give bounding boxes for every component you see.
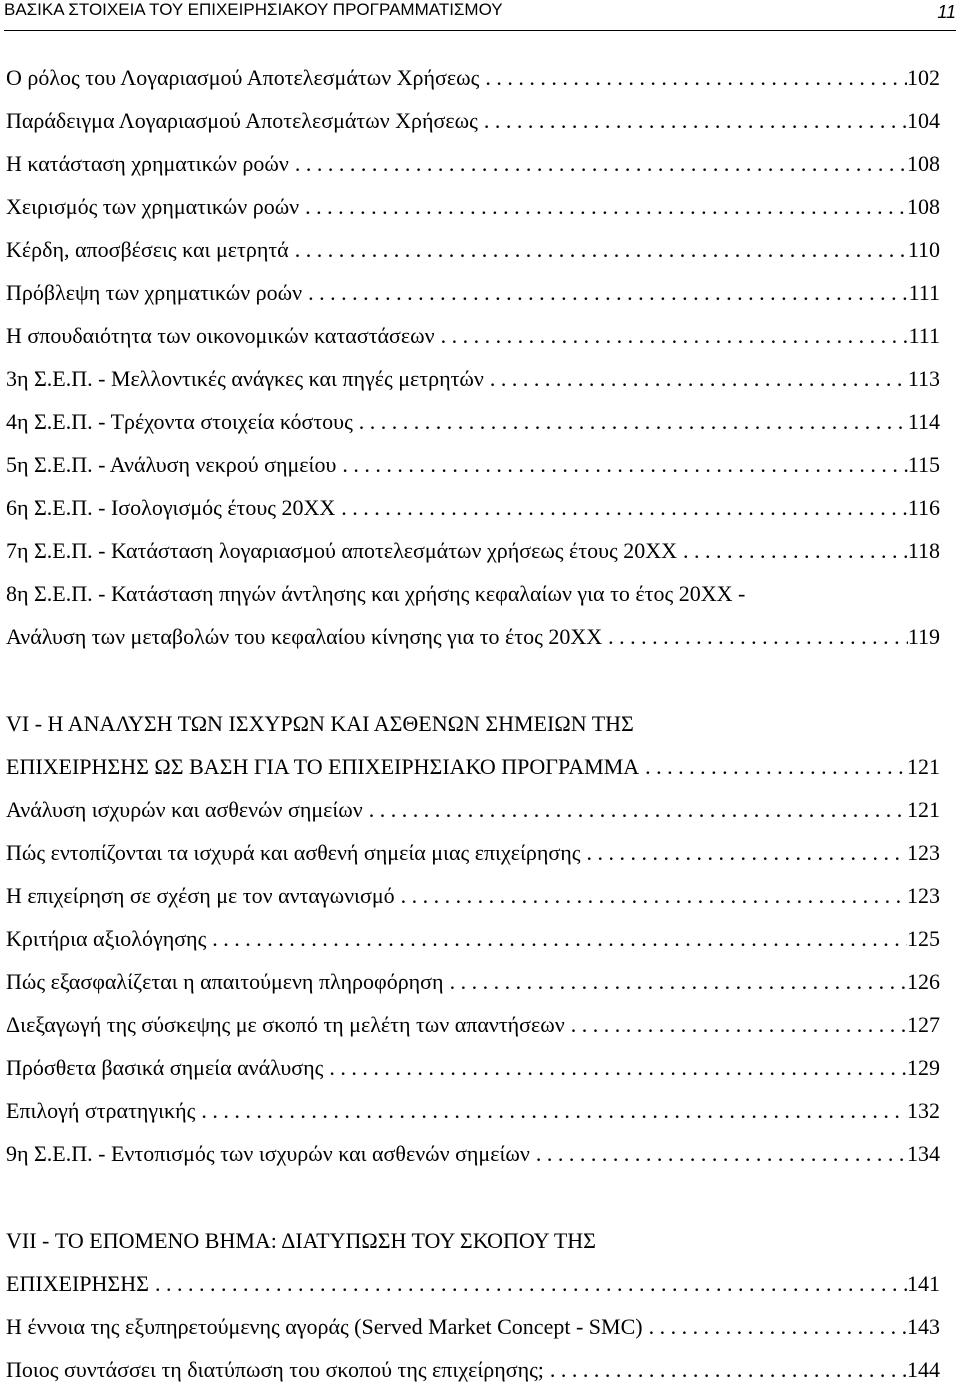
toc-entry[interactable] — [6, 1348, 940, 1391]
toc-entry[interactable] — [6, 486, 940, 529]
dot-leader — [478, 99, 907, 142]
toc-entry-page: 111 — [908, 280, 940, 305]
toc-entry-page: 127 — [907, 1012, 940, 1037]
dot-leader — [639, 745, 907, 788]
toc-entry-page: 115 — [907, 452, 940, 477]
toc-entry-title: Η επιχείρηση σε σχέση με τον ανταγωνισμό — [6, 883, 395, 908]
dot-leader — [302, 271, 909, 314]
toc-entry[interactable] — [6, 788, 940, 831]
toc-entry-page: 102 — [907, 65, 940, 90]
toc-entry-page: 132 — [907, 1098, 940, 1123]
toc-entry-page: 114 — [907, 409, 940, 434]
dot-leader — [435, 314, 909, 357]
dot-leader — [299, 185, 907, 228]
toc-entry[interactable] — [6, 917, 940, 960]
toc-entry-page: 141 — [907, 1271, 940, 1296]
dot-leader — [335, 486, 908, 529]
toc-entry-title: 3η Σ.Ε.Π. - Μελλοντικές ανάγκες και πηγές μετρητών — [6, 366, 484, 391]
toc-entry-page: 111 — [908, 323, 940, 348]
dot-leader — [602, 615, 908, 658]
toc-entry-title: Χειρισμός των χρηματικών ροών — [6, 194, 300, 219]
dot-leader — [149, 1262, 907, 1305]
toc-entry-title: 6η Σ.Ε.Π. - Ισολογισμός έτους 20ΧΧ — [6, 495, 336, 520]
toc-entry-page: 110 — [907, 237, 940, 262]
dot-leader — [206, 917, 907, 960]
toc-entry-page: 134 — [907, 1141, 940, 1166]
dot-leader — [530, 1132, 907, 1175]
toc-entry-page: 143 — [907, 1314, 940, 1339]
toc-entry-title: Πώς εντοπίζονται τα ισχυρά και ασθενή σημεία μιας επιχείρησης — [6, 840, 581, 865]
toc-entry-title: Διεξαγωγή της σύσκεψης με σκοπό τη μελέτη των απαντήσεων — [6, 1012, 565, 1037]
toc-entry-page: 108 — [907, 151, 940, 176]
toc-entry[interactable] — [6, 1132, 940, 1175]
toc-entry-page: 113 — [907, 366, 940, 391]
toc-entry-page: 125 — [907, 926, 940, 951]
dot-leader — [353, 400, 908, 443]
toc-entry[interactable] — [6, 874, 940, 917]
toc-entry-title: Κριτήρια αξιολόγησης — [6, 926, 207, 951]
dot-leader — [289, 142, 907, 185]
dot-leader — [444, 960, 907, 1003]
section-spacer — [6, 658, 940, 702]
toc-entry-title: Η σπουδαιότητα των οικονομικών καταστάσεων — [6, 323, 435, 348]
toc-entry-title: Πώς εξασφαλίζεται η απαιτούμενη πληροφόρηση — [6, 969, 444, 994]
toc-entry[interactable] — [6, 831, 940, 874]
toc-entry-title: Η κατάσταση χρηματικών ροών — [6, 151, 289, 176]
toc-entry-title: Ανάλυση ισχυρών και ασθενών σημείων — [6, 797, 363, 822]
toc-entry-title: 7η Σ.Ε.Π. - Κατάσταση λογαριασμού αποτελεσμάτων χρήσεως έτους 20ΧΧ — [6, 538, 677, 563]
toc-entry-page: 144 — [907, 1357, 940, 1382]
dot-leader — [479, 56, 907, 99]
toc-entry[interactable] — [6, 1305, 940, 1348]
toc-entry[interactable] — [6, 1262, 940, 1305]
toc-entry-title: Η έννοια της εξυπηρετούμενης αγοράς (Served Market Concept - SMC) — [6, 1314, 643, 1339]
table-of-contents — [6, 56, 940, 1391]
toc-entry-title: Κέρδη, αποσβέσεις και μετρητά — [6, 237, 289, 262]
dot-leader — [677, 529, 908, 572]
toc-entry[interactable] — [6, 615, 940, 658]
toc-entry[interactable] — [6, 1003, 940, 1046]
toc-entry[interactable] — [6, 314, 940, 357]
toc-entry-title: 9η Σ.Ε.Π. - Εντοπισμός των ισχυρών και ασθενών σημείων — [6, 1141, 530, 1166]
toc-entry-page: 123 — [907, 840, 940, 865]
toc-entry-title: Παράδειγμα Λογαριασμού Αποτελεσμάτων Χρήσεως — [6, 108, 478, 133]
dot-leader — [395, 874, 907, 917]
dot-leader — [580, 831, 907, 874]
toc-entry-title: Πρόβλεψη των χρηματικών ροών — [6, 280, 303, 305]
section-spacer — [6, 1175, 940, 1219]
dot-leader — [544, 1348, 907, 1391]
toc-entry-page: 121 — [907, 797, 940, 822]
dot-leader — [643, 1305, 907, 1348]
toc-entry[interactable] — [6, 271, 940, 314]
toc-entry-page: 129 — [907, 1055, 940, 1080]
toc-entry-title: Ο ρόλος του Λογαριασμού Αποτελεσμάτων Χρήσεως — [6, 65, 480, 90]
dot-leader — [484, 357, 908, 400]
toc-entry[interactable] — [6, 99, 940, 142]
toc-entry-page: 123 — [907, 883, 940, 908]
toc-entry-title: Ανάλυση των μεταβολών του κεφαλαίου κίνησης για το έτος 20ΧΧ — [6, 624, 603, 649]
toc-entry-page: 108 — [907, 194, 940, 219]
toc-entry[interactable] — [6, 56, 940, 99]
toc-entry-page: 118 — [907, 538, 940, 563]
toc-entry-page: 104 — [907, 108, 940, 133]
page-number: 11 — [937, 2, 956, 22]
toc-entry[interactable] — [6, 1089, 940, 1132]
toc-entry-page: 121 — [907, 754, 940, 779]
dot-leader — [289, 228, 908, 271]
toc-entry[interactable] — [6, 142, 940, 185]
toc-entry-title: Ποιος συντάσσει τη διατύπωση του σκοπού της επιχείρησης; — [6, 1357, 544, 1382]
section-7-heading: VII - ΤΟ ΕΠΟΜΕΝΟ ΒΗΜΑ: ΔΙΑΤΥΠΩΣΗ ΤΟΥ ΣΚΟΠΟΥ ΤΗΣ — [6, 1228, 596, 1253]
section-7-heading-cont: ΕΠΙΧΕΙΡΗΣΗΣ — [6, 1271, 149, 1296]
toc-entry[interactable] — [6, 960, 940, 1003]
toc-entry[interactable] — [6, 529, 940, 572]
toc-entry[interactable] — [6, 443, 940, 486]
dot-leader — [323, 1046, 907, 1089]
toc-entry-title: 5η Σ.Ε.Π. - Ανάλυση νεκρού σημείου — [6, 452, 337, 477]
dot-leader — [336, 443, 907, 486]
toc-entry[interactable] — [6, 1046, 940, 1089]
toc-entry-page: 116 — [907, 495, 940, 520]
toc-entry-title: Πρόσθετα βασικά σημεία ανάλυσης — [6, 1055, 324, 1080]
toc-entry-first-line: 8η Σ.Ε.Π. - Κατάσταση πηγών άντλησης και χρήσης κεφαλαίων για το έτος 20ΧΧ - — [6, 581, 746, 606]
running-title: ΒΑΣΙΚΑ ΣΤΟΙΧΕΙΑ ΤΟΥ ΕΠΙΧΕΙΡΗΣΙΑΚΟΥ ΠΡΟΓΡΑΜΜΑΤΙΣΜΟΥ — [4, 0, 503, 19]
toc-entry[interactable] — [6, 400, 940, 443]
section-6-heading: VI - Η ΑΝΑΛΥΣΗ ΤΩΝ ΙΣΧΥΡΩΝ ΚΑΙ ΑΣΘΕΝΩΝ ΣΗΜΕΙΩΝ ΤΗΣ — [6, 711, 634, 736]
dot-leader — [195, 1089, 907, 1132]
toc-entry[interactable] — [6, 185, 940, 228]
page-header — [4, 0, 956, 31]
dot-leader — [565, 1003, 907, 1046]
toc-entry-page: 126 — [907, 969, 940, 994]
toc-entry-title: 4η Σ.Ε.Π. - Τρέχοντα στοιχεία κόστους — [6, 409, 353, 434]
dot-leader — [363, 788, 907, 831]
toc-entry[interactable] — [6, 745, 940, 788]
toc-entry-title: Επιλογή στρατηγικής — [6, 1098, 196, 1123]
section-6-heading-cont: ΕΠΙΧΕΙΡΗΣΗΣ ΩΣ ΒΑΣΗ ΓΙΑ ΤΟ ΕΠΙΧΕΙΡΗΣΙΑΚΟ ΠΡΟΓΡΑΜΜΑ — [6, 754, 640, 779]
toc-entry-page: 119 — [907, 624, 940, 649]
toc-entry[interactable] — [6, 357, 940, 400]
toc-entry[interactable] — [6, 228, 940, 271]
